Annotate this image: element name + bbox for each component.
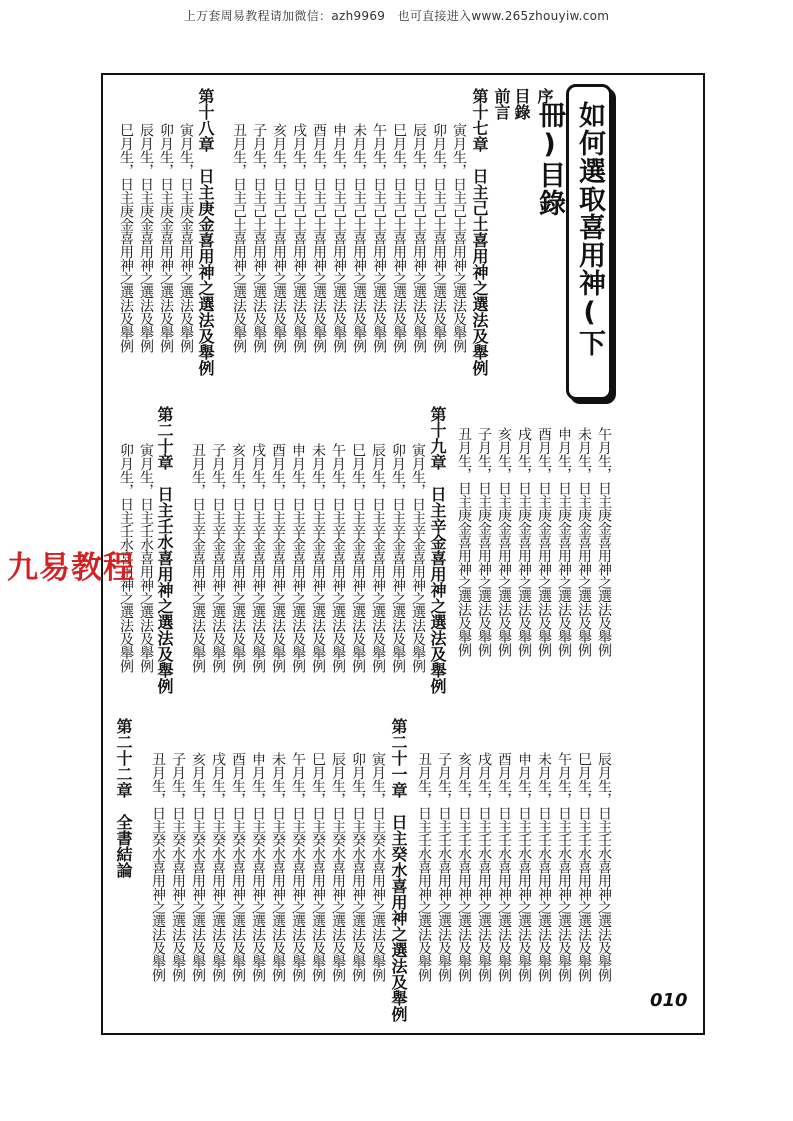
chapter-18-heading: 第十八章 日主庚金喜用神之選法及舉例 [196, 88, 215, 376]
ch20-item: 寅月生，日主壬水喜用神之選法及舉例 [138, 443, 154, 673]
ch19-item: 酉月生，日主辛金喜用神之選法及舉例 [270, 443, 286, 673]
ch21-item: 申月生，日主癸水喜用神之選法及舉例 [250, 752, 266, 982]
ch19-item: 卯月生，日主辛金喜用神之選法及舉例 [390, 443, 406, 673]
page-number: 010 [650, 990, 688, 1011]
ch21-item: 丑月生，日主癸水喜用神之選法及舉例 [150, 752, 166, 982]
watermark: 九易教程 [7, 550, 135, 586]
ch19-item: 午月生，日主辛金喜用神之選法及舉例 [330, 443, 346, 673]
ch18-item: 丑月生，日主庚金喜用神之選法及舉例 [456, 427, 472, 657]
toc-preface: 序 [535, 88, 554, 104]
title-box [534, 84, 612, 400]
ch20-item: 酉月生，日主壬水喜用神之選法及舉例 [496, 752, 512, 982]
ch20-item: 申月生，日主壬水喜用神之選法及舉例 [516, 752, 532, 982]
ch18-item: 午月生，日主庚金喜用神之選法及舉例 [596, 427, 612, 657]
ch19-item: 辰月生，日主辛金喜用神之選法及舉例 [370, 443, 386, 673]
ch17-item: 丑月生，日主己土喜用神之選法及舉例 [231, 123, 247, 353]
page-header: 上万套周易教程请加微信：azh9969 也可直接进入www.265zhouyiw.com [183, 9, 610, 23]
ch18-item: 戌月生，日主庚金喜用神之選法及舉例 [516, 427, 532, 657]
ch20-item: 午月生，日主壬水喜用神之選法及舉例 [556, 752, 572, 982]
ch17-item: 未月生，日主己土喜用神之選法及舉例 [351, 123, 367, 353]
ch21-item: 酉月生，日主癸水喜用神之選法及舉例 [230, 752, 246, 982]
chapter-20-heading: 第二十章 日主壬水喜用神之選法及舉例 [155, 406, 174, 694]
ch21-item: 卯月生，日主癸水喜用神之選法及舉例 [350, 752, 366, 982]
ch20-item: 巳月生，日主壬水喜用神之選法及舉例 [576, 752, 592, 982]
ch19-item: 丑月生，日主辛金喜用神之選法及舉例 [190, 443, 206, 673]
ch21-item: 寅月生，日主癸水喜用神之選法及舉例 [370, 752, 386, 982]
ch17-item: 申月生，日主己土喜用神之選法及舉例 [331, 123, 347, 353]
ch19-item: 戌月生，日主辛金喜用神之選法及舉例 [250, 443, 266, 673]
ch18-item: 寅月生，日主庚金喜用神之選法及舉例 [178, 123, 194, 353]
ch21-item: 亥月生，日主癸水喜用神之選法及舉例 [190, 752, 206, 982]
ch19-item: 子月生，日主辛金喜用神之選法及舉例 [210, 443, 226, 673]
ch20-item: 亥月生，日主壬水喜用神之選法及舉例 [456, 752, 472, 982]
ch21-item: 戌月生，日主癸水喜用神之選法及舉例 [210, 752, 226, 982]
chapter-22-heading: 第二十二章 全書結論 [114, 718, 133, 878]
toc-foreword: 前言 [492, 88, 511, 120]
ch20-item: 子月生，日主壬水喜用神之選法及舉例 [436, 752, 452, 982]
ch17-item: 亥月生，日主己土喜用神之選法及舉例 [271, 123, 287, 353]
ch18-item: 巳月生，日主庚金喜用神之選法及舉例 [118, 123, 134, 353]
ch18-item: 申月生，日主庚金喜用神之選法及舉例 [556, 427, 572, 657]
ch17-item: 辰月生，日主己土喜用神之選法及舉例 [411, 123, 427, 353]
ch19-item: 巳月生，日主辛金喜用神之選法及舉例 [350, 443, 366, 673]
ch18-item: 卯月生，日主庚金喜用神之選法及舉例 [158, 123, 174, 353]
ch20-item: 丑月生，日主壬水喜用神之選法及舉例 [416, 752, 432, 982]
ch21-item: 子月生，日主癸水喜用神之選法及舉例 [170, 752, 186, 982]
toc-contents: 目錄 [512, 88, 531, 120]
ch17-item: 寅月生，日主己土喜用神之選法及舉例 [451, 123, 467, 353]
ch20-item: 辰月生，日主壬水喜用神之選法及舉例 [596, 752, 612, 982]
ch20-item: 未月生，日主壬水喜用神之選法及舉例 [536, 752, 552, 982]
ch19-item: 寅月生，日主辛金喜用神之選法及舉例 [410, 443, 426, 673]
ch19-item: 未月生，日主辛金喜用神之選法及舉例 [310, 443, 326, 673]
ch19-item: 亥月生，日主辛金喜用神之選法及舉例 [230, 443, 246, 673]
ch18-item: 酉月生，日主庚金喜用神之選法及舉例 [536, 427, 552, 657]
chapter-17-heading: 第十七章 日主己土喜用神之選法及舉例 [470, 88, 489, 376]
ch21-item: 未月生，日主癸水喜用神之選法及舉例 [270, 752, 286, 982]
chapter-19-heading: 第十九章 日主辛金喜用神之選法及舉例 [428, 406, 447, 694]
ch17-item: 子月生，日主己土喜用神之選法及舉例 [251, 123, 267, 353]
ch20-item: 卯月生，日主壬水喜用神之選法及舉例 [118, 443, 134, 673]
toc-title: 如何選取喜用神(下冊)目錄 [534, 101, 605, 357]
ch19-item: 申月生，日主辛金喜用神之選法及舉例 [290, 443, 306, 673]
ch21-item: 辰月生，日主癸水喜用神之選法及舉例 [330, 752, 346, 982]
ch20-item: 戌月生，日主壬水喜用神之選法及舉例 [476, 752, 492, 982]
ch21-item: 午月生，日主癸水喜用神之選法及舉例 [290, 752, 306, 982]
ch17-item: 午月生，日主己土喜用神之選法及舉例 [371, 123, 387, 353]
ch17-item: 戌月生，日主己土喜用神之選法及舉例 [291, 123, 307, 353]
ch18-item: 子月生，日主庚金喜用神之選法及舉例 [476, 427, 492, 657]
ch21-item: 巳月生，日主癸水喜用神之選法及舉例 [310, 752, 326, 982]
ch17-item: 酉月生，日主己土喜用神之選法及舉例 [311, 123, 327, 353]
ch18-item: 未月生，日主庚金喜用神之選法及舉例 [576, 427, 592, 657]
ch18-item: 亥月生，日主庚金喜用神之選法及舉例 [496, 427, 512, 657]
ch17-item: 巳月生，日主己土喜用神之選法及舉例 [391, 123, 407, 353]
ch18-item: 辰月生，日主庚金喜用神之選法及舉例 [138, 123, 154, 353]
chapter-21-heading: 第二十一章 日主癸水喜用神之選法及舉例 [389, 718, 408, 1022]
ch17-item: 卯月生，日主己土喜用神之選法及舉例 [431, 123, 447, 353]
